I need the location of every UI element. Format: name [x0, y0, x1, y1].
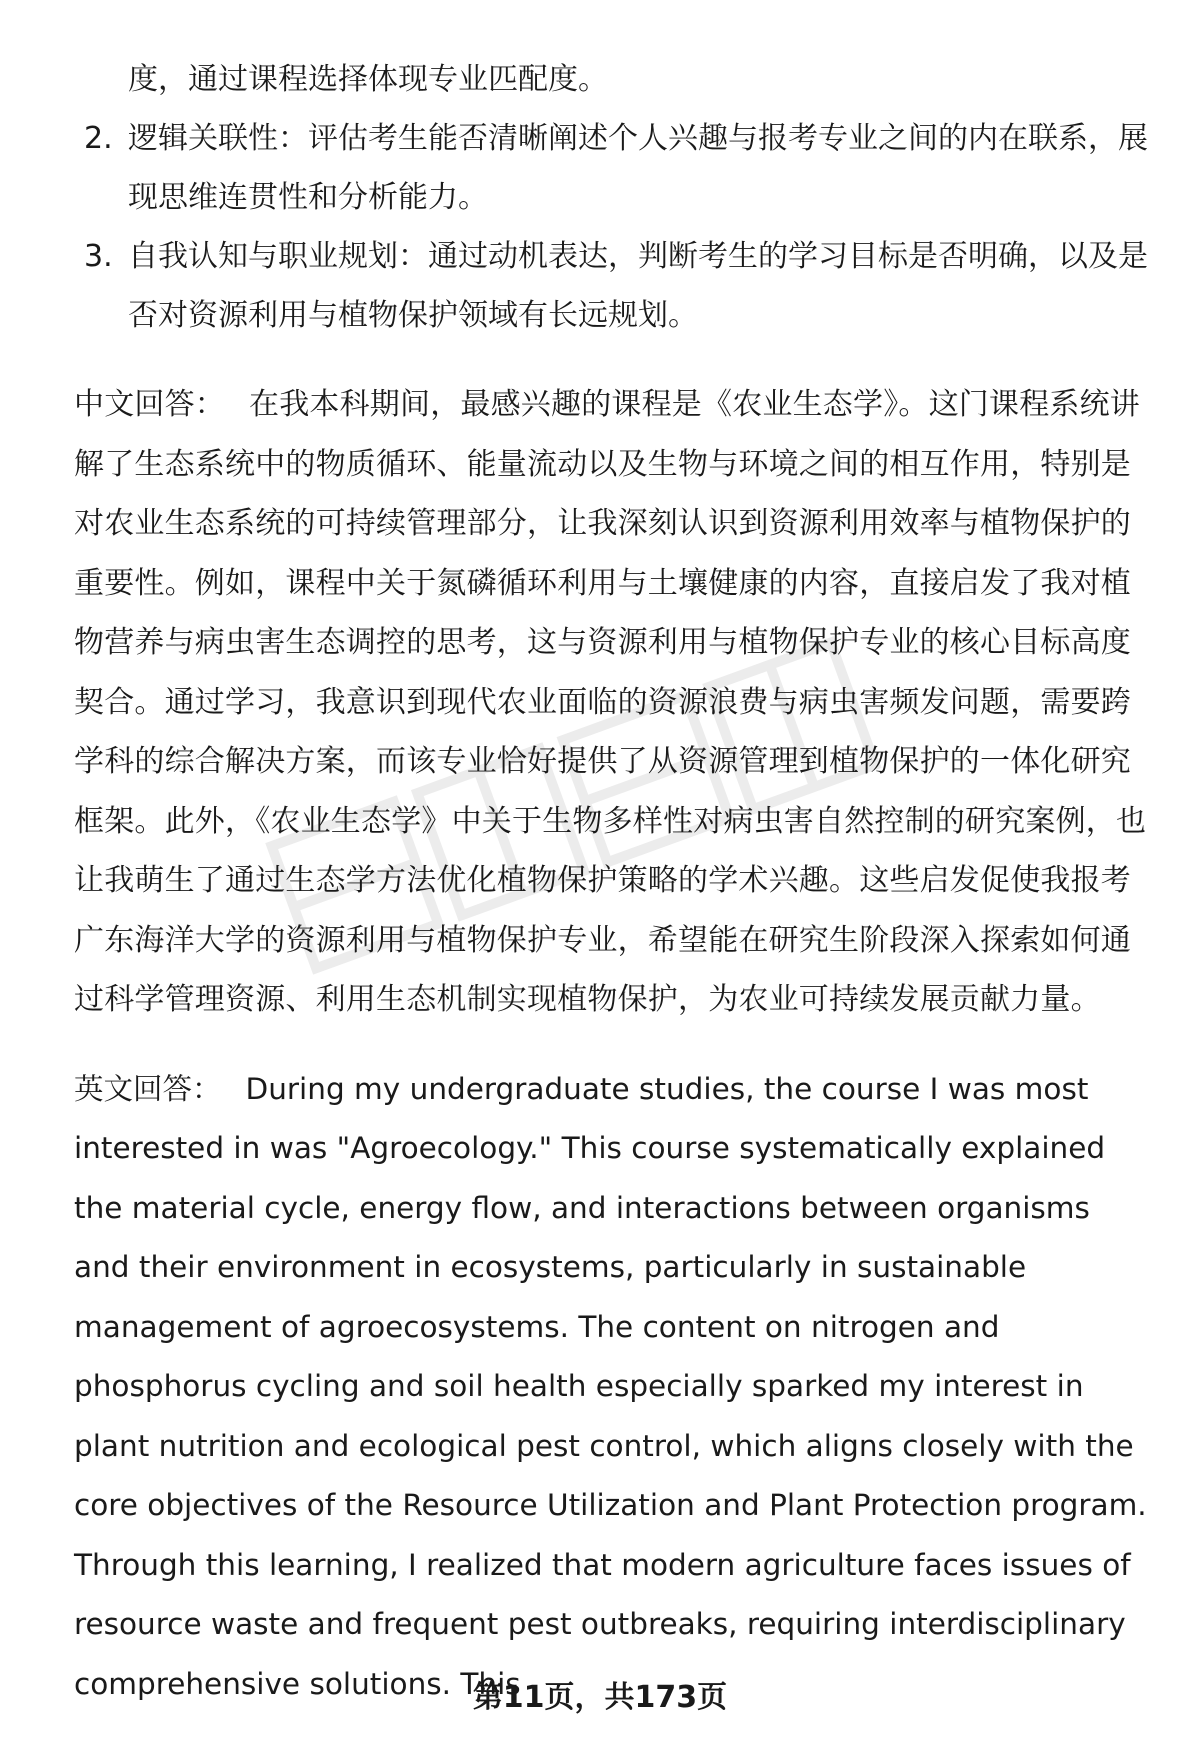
criteria-text: 度，通过课程选择体现专业匹配度。	[128, 62, 608, 97]
criteria-list	[74, 50, 1154, 345]
criteria-number: 2.	[84, 121, 113, 156]
criteria-item-continuation	[74, 50, 1154, 109]
page-number: 第11页，共173页	[472, 1680, 728, 1715]
criteria-text: 逻辑关联性：评估考生能否清晰阐述个人兴趣与报考专业之间的内在联系，展现思维连贯性和分析能力。	[128, 121, 1148, 215]
criteria-item-logic	[74, 109, 1154, 227]
chinese-answer-text: 在我本科期间，最感兴趣的课程是《农业生态学》。这门课程系统讲解了生态系统中的物质循环、能量流动以及生物与环境之间的相互作用，特别是对农业生态系统的可持续管理部分，让我深刻认识到资源利用效率与植物保护的重要性。例如，课程中关于氮磷循环利用与土壤健康的内容，直接启发了我对植物营养与病虫害生态调控的思考，这与资源利用与植物保护专业的核心目标高度契合。通过学习，我意识到现代农业面临的资源浪费与病虫害频发问题，需要跨学科的综合解决方案，而该专业恰好提供了从资源管理到植物保护的一体化研究框架。此外，《农业生态学》中关于生物多样性对病虫害自然控制的研究案例，也让我萌生了通过生态学方法优化植物保护策略的学术兴趣。这些启发促使我报考广东海洋大学的资源利用与植物保护专业，希望能在研究生阶段深入探索如何通过科学管理资源、利用生态机制实现植物保护，为农业可持续发展贡献力量。	[74, 387, 1147, 1017]
english-answer-paragraph	[74, 1060, 1154, 1715]
english-answer-label: 英文回答：	[74, 1071, 222, 1106]
chinese-answer-label: 中文回答：	[74, 387, 225, 422]
criteria-text: 自我认知与职业规划：通过动机表达，判断考生的学习目标是否明确，以及是否对资源利用与植物保护领域有长远规划。	[128, 239, 1148, 333]
document-page	[74, 50, 1154, 1714]
chinese-answer-paragraph	[74, 375, 1154, 1030]
english-answer-text: During my undergraduate studies, the course I was most interested in was "Agroecology." This course systematically explained the material cycle, energy flow, and interactions between organisms and their environment in ecosystems, particularly in sustainable management of agroecosystems. The content on nitrogen and phosphorus cycling and soil health especially sparked my interest in plant nutrition and ecological pest control, which aligns closely with the core objectives of the Resource Utilization and Plant Protection program. Through this learning, I realized that modern agriculture faces issues of resource waste and frequent pest outbreaks, requiring interdisciplinary comprehensive solutions. This	[74, 1071, 1147, 1701]
criteria-number: 3.	[84, 239, 113, 274]
criteria-item-self-awareness	[74, 227, 1154, 345]
